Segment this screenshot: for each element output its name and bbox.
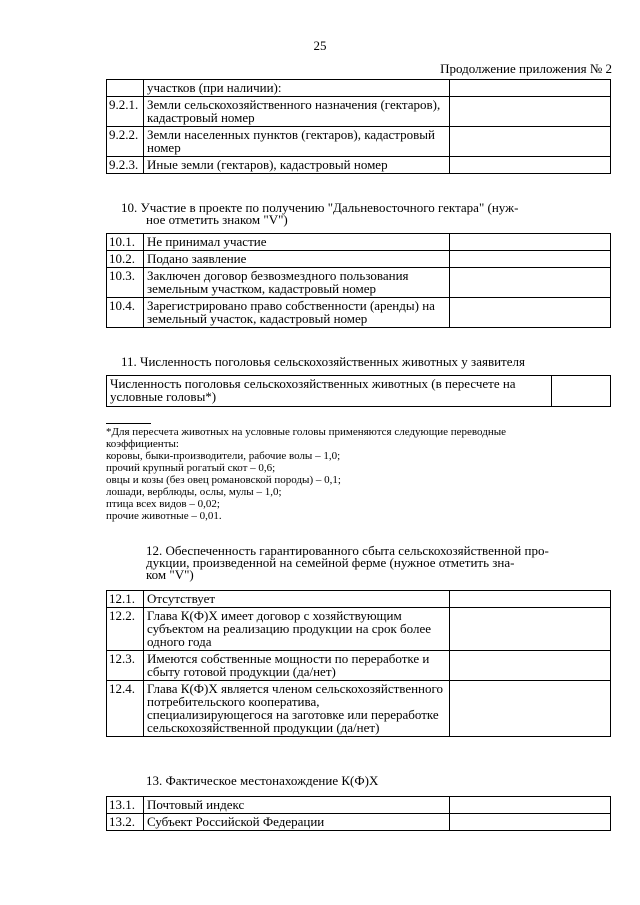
table-row	[107, 157, 611, 174]
table-row	[107, 608, 611, 651]
row-number: 10.1.	[107, 234, 144, 251]
mark-cell[interactable]	[450, 298, 611, 328]
row-number: 10.3.	[107, 268, 144, 298]
row-number	[107, 80, 144, 97]
row-text: Не принимал участие	[144, 234, 450, 251]
land-plots-table	[106, 79, 611, 174]
table-row	[107, 591, 611, 608]
row-text: Отсутствует	[144, 591, 450, 608]
heading-line: ное отметить знаком "V")	[146, 212, 288, 227]
table-row	[107, 797, 611, 814]
table-row	[107, 97, 611, 127]
heading-line: ком "V")	[146, 567, 194, 582]
mark-cell[interactable]	[450, 268, 611, 298]
value-cell[interactable]	[450, 797, 611, 814]
mark-cell[interactable]	[450, 608, 611, 651]
footnote-item: прочий крупный рогатый скот – 0,6;	[106, 462, 276, 474]
mark-cell[interactable]	[450, 591, 611, 608]
row-text: Глава К(Ф)Х является членом сельскохозяйственного потребительского кооператива, специализирующегося на заготовке или переработке сельскохозяйственной продукции (да/нет)	[144, 681, 450, 737]
location-table	[106, 796, 611, 831]
footnote-item: птица всех видов – 0,02;	[106, 498, 220, 510]
footnote-divider	[106, 423, 151, 424]
section-13-heading: 13. Фактическое местонахождение К(Ф)Х	[146, 773, 379, 788]
table-row	[107, 376, 611, 407]
row-number: 10.2.	[107, 251, 144, 268]
value-cell[interactable]	[552, 376, 611, 407]
row-text: Численность поголовья сельскохозяйственных животных (в пересчете на условные головы*)	[107, 376, 552, 407]
row-number: 13.2.	[107, 814, 144, 831]
row-text: Имеются собственные мощности по переработке и сбыту готовой продукции (да/нет)	[144, 651, 450, 681]
row-text: Земли сельскохозяйственного назначения (гектаров), кадастровый номер	[144, 97, 450, 127]
row-text: Зарегистрировано право собственности (аренды) на земельный участок, кадастровый номер	[144, 298, 450, 328]
table-row	[107, 80, 611, 97]
footnote-item: лошади, верблюды, ослы, мулы – 1,0;	[106, 486, 282, 498]
footnote-item: овцы и козы (без овец романовской породы) – 0,1;	[106, 474, 341, 486]
row-number: 12.1.	[107, 591, 144, 608]
row-number: 12.3.	[107, 651, 144, 681]
mark-cell[interactable]	[450, 681, 611, 737]
table-row	[107, 651, 611, 681]
footnote-intro: *Для пересчета животных на условные головы применяются следующие переводные	[106, 426, 506, 438]
value-cell[interactable]	[450, 157, 611, 174]
mark-cell[interactable]	[450, 651, 611, 681]
footnote-intro: коэффициенты:	[106, 438, 179, 450]
row-text: Глава К(Ф)Х имеет договор с хозяйствующим субъектом на реализацию продукции на срок более одного года	[144, 608, 450, 651]
section-10-heading	[121, 202, 611, 226]
table-row	[107, 251, 611, 268]
heading-line: 12. Обеспеченность гарантированного сбыта сельскохозяйственной про-	[146, 543, 549, 558]
row-number: 10.4.	[107, 298, 144, 328]
mark-cell[interactable]	[450, 251, 611, 268]
row-text: Земли населенных пунктов (гектаров), кадастровый номер	[144, 127, 450, 157]
appendix-label: Продолжение приложения № 2	[440, 61, 612, 76]
table-row	[107, 268, 611, 298]
row-text: Подано заявление	[144, 251, 450, 268]
mark-cell[interactable]	[450, 234, 611, 251]
section-12-heading	[146, 545, 611, 581]
page-number: 25	[313, 38, 327, 53]
row-text: Почтовый индекс	[144, 797, 450, 814]
value-cell[interactable]	[450, 814, 611, 831]
livestock-table	[106, 375, 611, 407]
heading-line: дукции, произведенной на семейной ферме (нужное отметить зна-	[146, 555, 515, 570]
table-row	[107, 298, 611, 328]
row-number: 13.1.	[107, 797, 144, 814]
far-east-hectare-table	[106, 233, 611, 328]
table-row	[107, 234, 611, 251]
row-text: участков (при наличии):	[144, 80, 450, 97]
sales-guarantee-table	[106, 590, 611, 737]
row-text: Иные земли (гектаров), кадастровый номер	[144, 157, 450, 174]
value-cell[interactable]	[450, 97, 611, 127]
value-cell[interactable]	[450, 80, 611, 97]
row-text: Субъект Российской Федерации	[144, 814, 450, 831]
heading-line: 10. Участие в проекте по получению "Дальневосточного гектара" (нуж-	[121, 200, 519, 215]
row-number: 12.4.	[107, 681, 144, 737]
row-number: 12.2.	[107, 608, 144, 651]
footnote-item: прочие животные – 0,01.	[106, 510, 222, 522]
value-cell[interactable]	[450, 127, 611, 157]
table-row	[107, 127, 611, 157]
footnote-item: коровы, быки-производители, рабочие волы – 1,0;	[106, 450, 341, 462]
table-row	[107, 814, 611, 831]
row-number: 9.2.2.	[107, 127, 144, 157]
row-number: 9.2.3.	[107, 157, 144, 174]
footnote	[106, 426, 612, 522]
table-row	[107, 681, 611, 737]
row-text: Заключен договор безвозмездного пользования земельным участком, кадастровый номер	[144, 268, 450, 298]
row-number: 9.2.1.	[107, 97, 144, 127]
section-11-heading: 11. Численность поголовья сельскохозяйственных животных у заявителя	[121, 354, 525, 369]
